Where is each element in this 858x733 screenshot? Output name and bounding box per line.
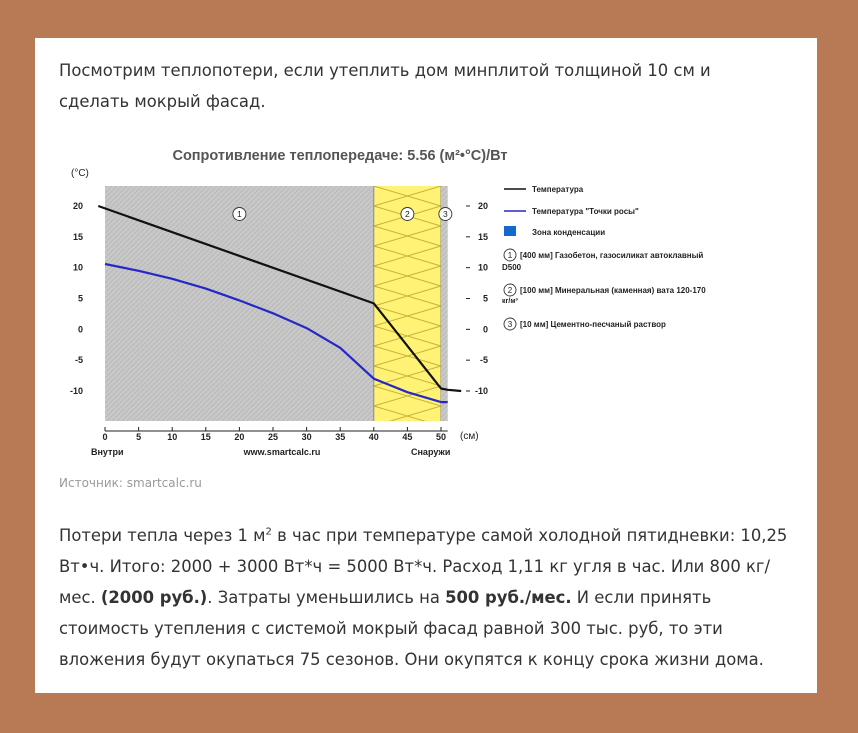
body-text-4: И если принять стоимость утепления с системой мокрый фасад равной 300 тыс. руб, то эти вложения будут окупаться 75 сезонов. Они окупятся к концу срока жизни дома. xyxy=(59,588,764,669)
heat-loss-chart xyxy=(35,38,817,457)
x-tick-label: 25 xyxy=(267,432,279,442)
y-tick-label-left: 5 xyxy=(77,293,83,304)
layer-marker-label-2: 2 xyxy=(405,209,410,219)
intro-paragraph: Посмотрим теплопотери, если утеплить дом минплитой толщиной 10 см и сделать мокрый фасад. xyxy=(59,61,711,111)
x-label-site: www.smartcalc.ru xyxy=(243,447,321,457)
x-tick-label: 15 xyxy=(200,432,211,442)
x-tick-label: 30 xyxy=(301,432,312,442)
legend-layer-3-text: [10 мм] Цементно-песчаный раствор xyxy=(520,320,666,329)
x-tick-label: 10 xyxy=(167,432,178,442)
y-tick-label-right: 20 xyxy=(477,201,488,211)
y-tick-label-right: 15 xyxy=(477,231,488,242)
legend-label-temperature: Температура xyxy=(532,185,584,194)
legend-layer-3-number: 3 xyxy=(507,320,513,329)
y-tick-label-left: 10 xyxy=(72,262,83,273)
legend-label-dew-point: Температура "Точки росы" xyxy=(532,207,639,216)
y-tick-label-right: 10 xyxy=(477,262,488,273)
y-axis-unit: (°С) xyxy=(71,168,89,179)
layer-marker-label-3: 3 xyxy=(442,209,448,219)
legend-layer-2-text: [100 мм] Минеральная (каменная) вата 120-170 xyxy=(520,286,706,295)
y-tick-label-right: -10 xyxy=(474,386,488,396)
y-tick-label-left: 15 xyxy=(72,231,83,242)
y-tick-label-right: 5 xyxy=(482,293,488,304)
y-tick-label-left: 20 xyxy=(72,201,83,211)
x-axis-unit: (см) xyxy=(460,431,479,442)
legend-layer-1-text2: D500 xyxy=(502,263,522,272)
x-tick-label: 0 xyxy=(102,432,108,442)
wall-layer-3 xyxy=(441,186,448,421)
legend-layer-2-number: 2 xyxy=(507,286,513,295)
legend-layer-1-number: 1 xyxy=(507,251,513,260)
article-card xyxy=(35,38,817,693)
y-tick-label-right: 0 xyxy=(482,324,488,335)
chart-title: Сопротивление теплопередаче: 5.56 (м²•°С)/Вт xyxy=(172,148,508,164)
x-tick-label: 20 xyxy=(234,432,245,442)
x-tick-label: 35 xyxy=(335,432,346,442)
x-tick-label: 5 xyxy=(136,432,142,442)
legend-layer-1-text: [400 мм] Газобетон, газосиликат автоклавный xyxy=(520,251,704,260)
legend-label-condensation: Зона конденсации xyxy=(532,228,606,237)
x-tick-label: 40 xyxy=(368,432,379,442)
body-text-3: . Затраты уменьшились на xyxy=(207,588,446,607)
y-tick-label-left: -10 xyxy=(69,386,83,396)
body-text-2: в час при температуре самой холодной пятидневки: 10,25 Вт•ч. Итого: 2000 + 3000 Вт*ч = 5000 Вт*ч. Расход 1,11 кг угля в час. Или 800 кг/мес. xyxy=(59,526,788,607)
x-tick-label: 45 xyxy=(402,432,413,442)
x-tick-label: 50 xyxy=(435,432,447,442)
y-tick-label-right: -5 xyxy=(479,355,488,366)
body-bold-savings: 500 руб./мес. xyxy=(445,588,572,607)
chart-legend xyxy=(502,185,706,330)
body-bold-cost: (2000 руб.) xyxy=(100,588,208,607)
legend-swatch-condensation xyxy=(504,226,516,236)
x-label-inside: Внутри xyxy=(91,447,124,457)
y-tick-label-left: -5 xyxy=(74,355,83,366)
body-text-1: Потери тепла через 1 м xyxy=(59,526,266,545)
layer-marker-label-1: 1 xyxy=(237,209,242,219)
body-superscript: 2 xyxy=(265,526,272,538)
legend-layer-2-text2: кг/м³ xyxy=(502,298,518,305)
wall-layer-1 xyxy=(105,186,374,421)
y-tick-label-left: 0 xyxy=(77,324,83,335)
x-label-outside: Снаружи xyxy=(411,447,451,457)
body-paragraph xyxy=(59,520,804,675)
source-caption: Источник: smartcalc.ru xyxy=(59,476,202,490)
